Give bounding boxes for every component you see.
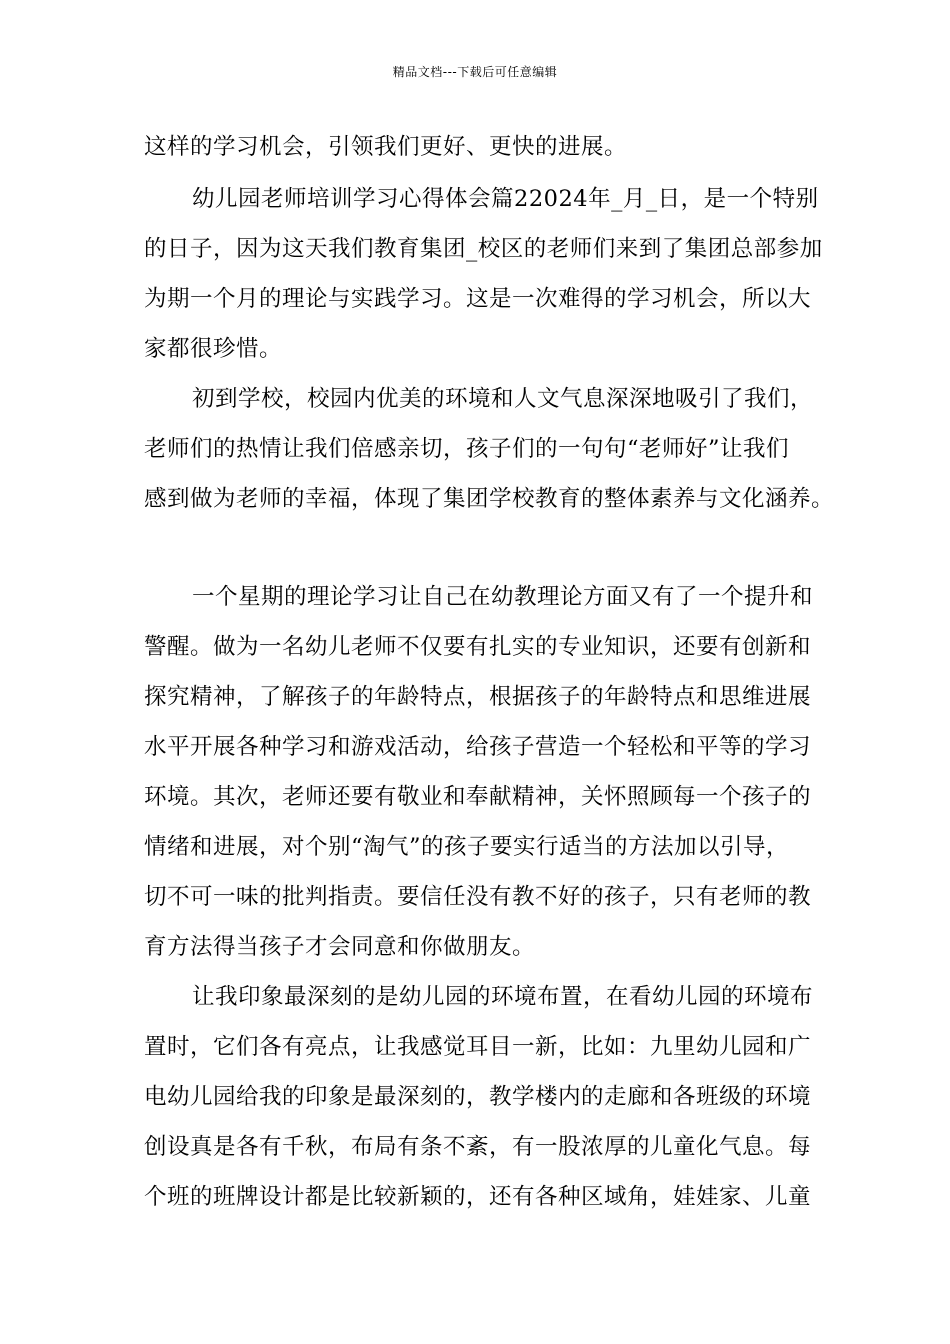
text-line: 警醒。做为一名幼儿老师不仅要有扎实的专业知识，还要有创新和 [144, 634, 812, 660]
text-line: 育方法得当孩子才会同意和你做朋友。 [144, 934, 536, 960]
text-line: 老师们的热情让我们倍感亲切，孩子们的一句句“老师好”让我们 [144, 436, 790, 462]
text-line: 切不可一味的批判指责。要信任没有教不好的孩子，只有老师的教 [144, 884, 812, 910]
text-line: 置时，它们各有亮点，让我感觉耳目一新，比如：九里幼儿园和广 [144, 1034, 812, 1060]
text-line: 为期一个月的理论与实践学习。这是一次难得的学习机会，所以大 [144, 286, 812, 312]
text-line: 的日子，因为这天我们教育集团_校区的老师们来到了集团总部参加 [144, 236, 823, 262]
text-line: 感到做为老师的幸福，体现了集团学校教育的整体素养与文化涵养。 [144, 486, 835, 512]
text-line: 幼儿园老师培训学习心得体会篇22024年_月_日，是一个特别 [192, 186, 819, 212]
text-line: 探究精神，了解孩子的年龄特点，根据孩子的年龄特点和思维进展 [144, 684, 812, 710]
text-line: 这样的学习机会，引领我们更好、更快的进展。 [144, 134, 628, 160]
text-line: 情绪和进展，对个别“淘气”的孩子要实行适当的方法加以引导， [144, 834, 790, 860]
text-line: 创设真是各有千秋，布局有条不紊，有一股浓厚的儿童化气息。每 [144, 1134, 812, 1160]
text-line: 水平开展各种学习和游戏活动，给孩子营造一个轻松和平等的学习 [144, 734, 812, 760]
text-line: 让我印象最深刻的是幼儿园的环境布置，在看幼儿园的环境布 [192, 984, 814, 1010]
text-line: 家都很珍惜。 [144, 336, 283, 362]
text-line: 初到学校，校园内优美的环境和人文气息深深地吸引了我们， [192, 386, 814, 412]
text-line: 环境。其次，老师还要有敬业和奉献精神，关怀照顾每一个孩子的 [144, 784, 812, 810]
text-line: 电幼儿园给我的印象是最深刻的，教学楼内的走廊和各班级的环境 [144, 1084, 812, 1110]
page-header: 精品文档---下载后可任意编辑 [392, 65, 558, 79]
text-line: 个班的班牌设计都是比较新颖的，还有各种区域角，娃娃家、儿童 [144, 1184, 812, 1210]
text-line: 一个星期的理论学习让自己在幼教理论方面又有了一个提升和 [192, 584, 814, 610]
